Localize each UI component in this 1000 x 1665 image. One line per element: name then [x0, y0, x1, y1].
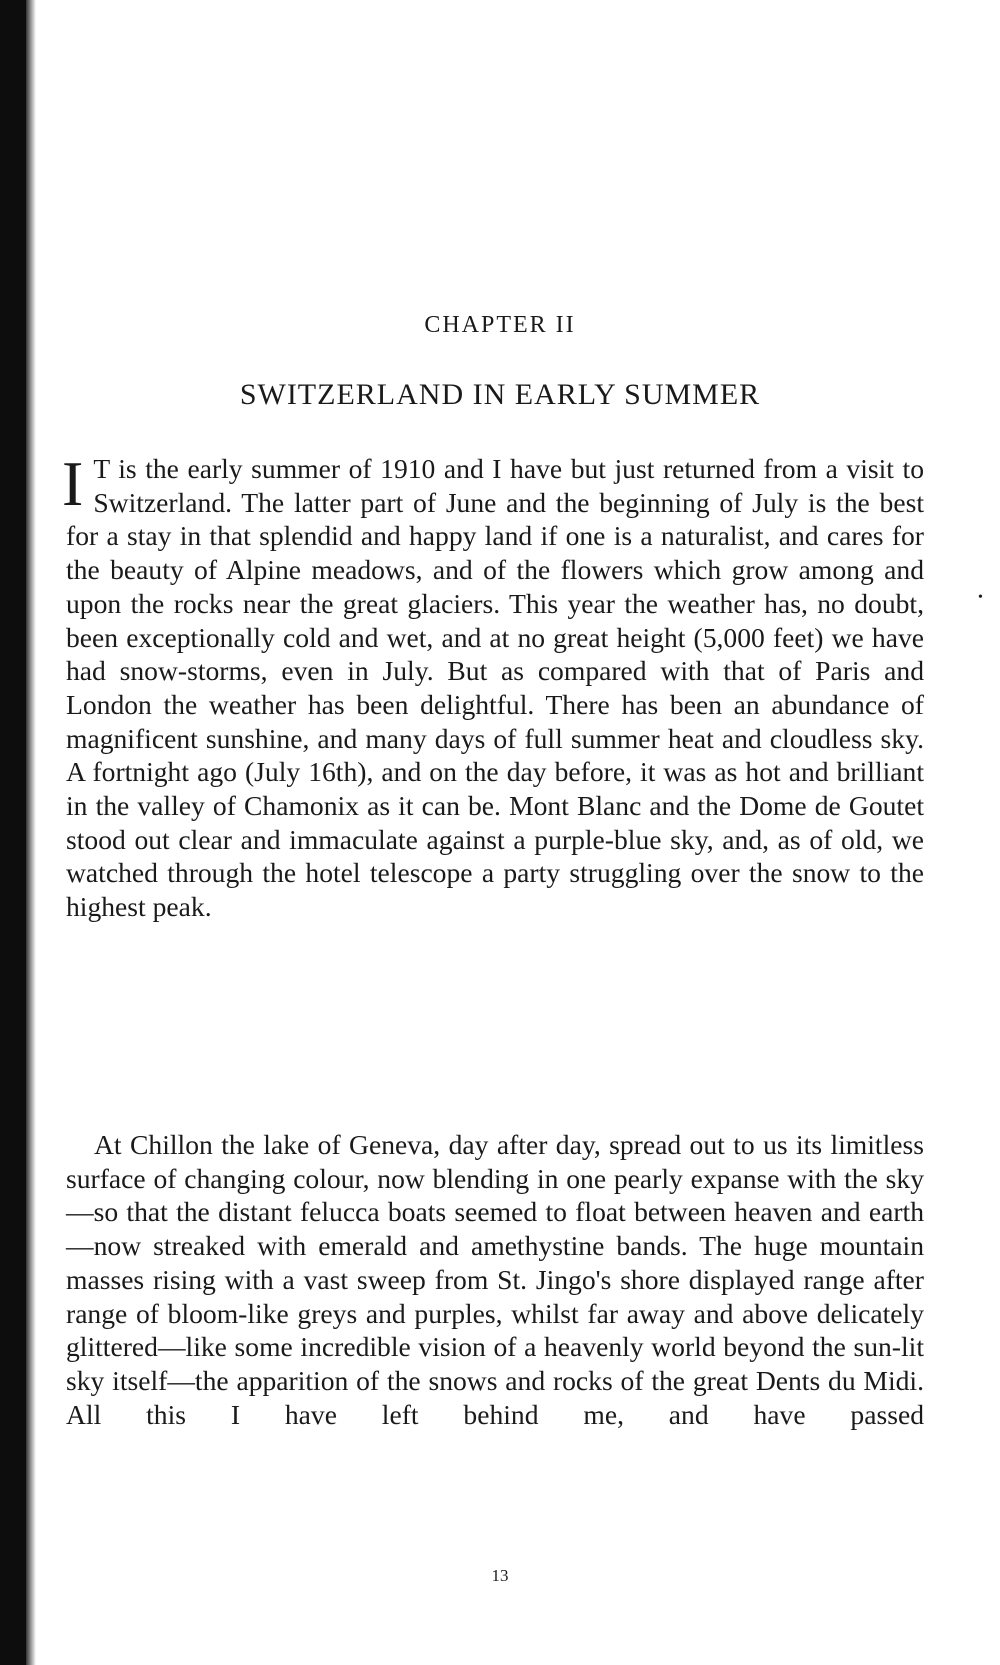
ink-speck: • [978, 590, 983, 605]
paragraph-2-block [66, 1128, 924, 1431]
chapter-title: SWITZERLAND IN EARLY SUMMER [239, 378, 761, 411]
spine-gradient [26, 0, 36, 1665]
paragraph-1: IT is the early summer of 1910 and I have but just returned from a visit to Switzerland. The latter part of June and the beginning of July is the best for a stay in that splendid and happy land if one is a naturalist, and cares for the beauty of Alpine meadows, and of the flowers which grow among and upon the rocks near the great glaciers. This year the weather has, no doubt, been exceptionally cold and wet, and at no great height (5,000 feet) we have had snow-storms, even in July. But as compared with that of Paris and London the weather has been delightful. There has been an abundance of magnificent sunshine, and many days of full summer heat and cloudless sky. A fortnight ago (July 16th), and on the day before, it was as hot and brilliant in the valley of Chamonix as it can be. Mont Blanc and the Dome de Goutet stood out clear and immaculate against a purple-blue sky, and, as of old, we watched through the hotel telescope a party struggling over the snow to the highest peak. [62, 448, 924, 923]
paragraph-2: At Chillon the lake of Geneva, day after day, spread out to us its limitless surface of changing colour, now blending in one pearly expanse with the sky—so that the distant felucca boats seemed to float between heaven and earth—now streaked with emerald and amethystine bands. The huge mountain masses rising with a vast sweep from St. Jingo's shore displayed range after range of bloom-like greys and purples, whilst far away and above delicately glittered—like some incredible vision of a heavenly world beyond the sun-lit sky itself—the apparition of the snows and rocks of the great Dents du Midi. All this I have left behind me, and have passed [66, 1129, 924, 1430]
chapter-heading: CHAPTER II [424, 312, 576, 338]
paragraph-1-block [62, 448, 924, 924]
page-number: 13 [491, 1566, 509, 1585]
book-spine-shadow [0, 0, 26, 1665]
